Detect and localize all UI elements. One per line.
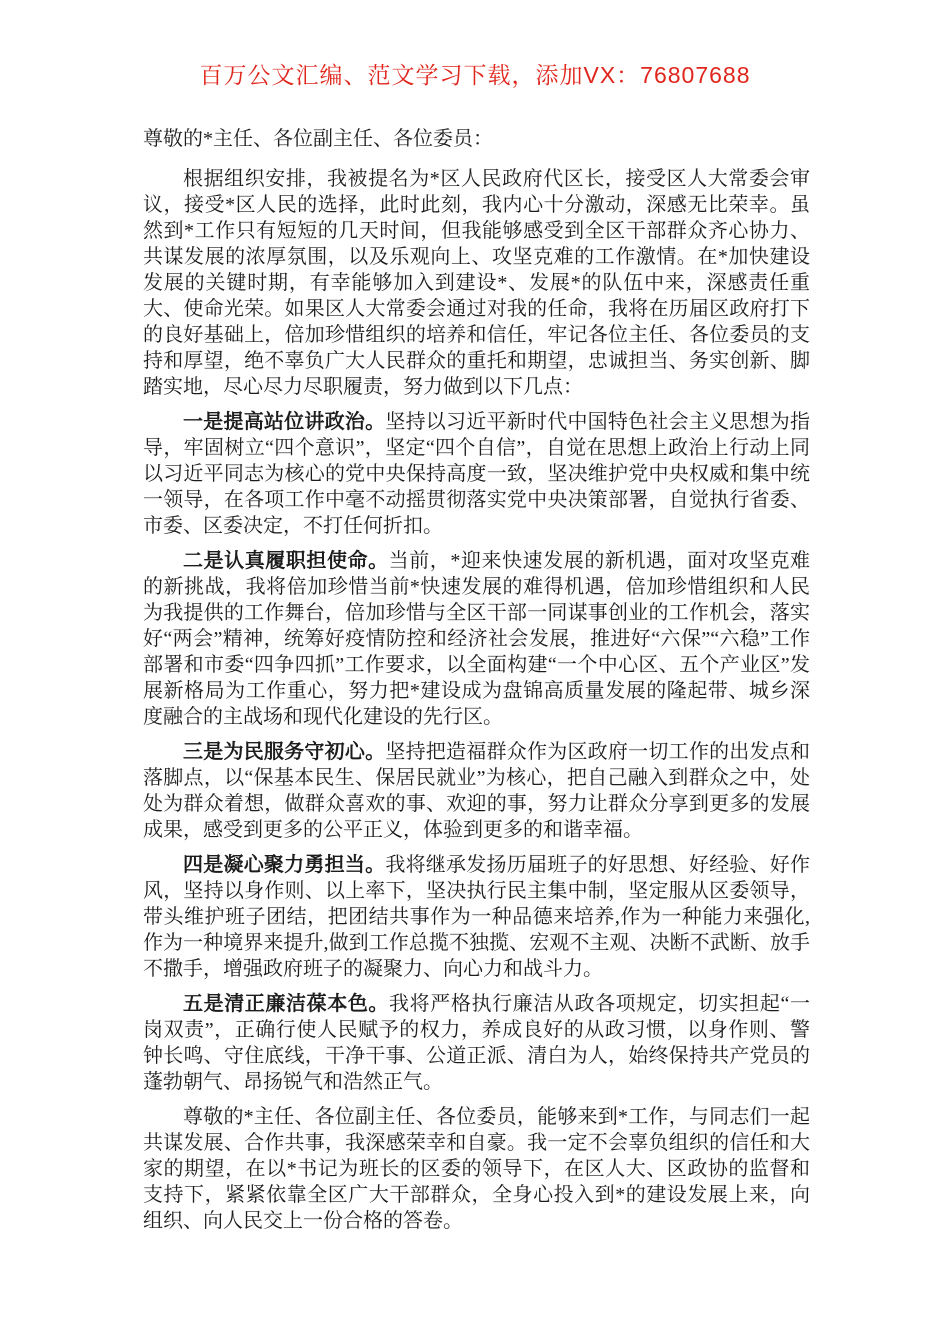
paragraph-lead: 三是为民服务守初心。	[183, 741, 386, 763]
paragraph-lead: 一是提高站位讲政治。	[183, 411, 386, 433]
paragraph-list	[143, 166, 810, 1234]
paragraph	[143, 548, 810, 730]
watermark-ad-header: 百万公文汇编、范文学习下载，添加VX：76807688	[199, 62, 751, 88]
paragraph-text: 我将严格执行廉洁从政各项规定，切实担起“一岗双责”，正确行使人民赋予的权力，养成良好的从政习惯，以身作则、警钟长鸣、守住底线，干净干事、公道正派、清白为人，始终保持共产党员的蓬勃朝气、昂扬锐气和浩然正气。	[143, 993, 810, 1093]
paragraph-text: 尊敬的*主任、各位副主任、各位委员，能够来到*工作，与同志们一起共谋发展、合作共事，我深感荣幸和自豪。我一定不会辜负组织的信任和大家的期望，在以*书记为班长的区委的领导下，在区人大、区政协的监督和支持下，紧紧依靠全区广大干部群众，全身心投入到*的建设发展上来，向组织、向人民交上一份合格的答卷。	[143, 1106, 810, 1232]
paragraph-text: 根据组织安排，我被提名为*区人民政府代区长，接受区人大常委会审议，接受*区人民的选择，此时此刻，我内心十分激动，深感无比荣幸。虽然到*工作只有短短的几天时间，但我能够感受到全区干部群众齐心协力、共谋发展的浓厚氛围，以及乐观向上、攻坚克难的工作激情。在*加快建设发展的关键时期，有幸能够加入到建设*、发展*的队伍中来，深感责任重大、使命光荣。如果区人大常委会通过对我的任命，我将在历届区政府打下的良好基础上，倍加珍惜组织的培养和信任，牢记各位主任、各位委员的支持和厚望，绝不辜负广大人民群众的重托和期望，忠诚担当、务实创新、脚踏实地，尽心尽力尽职履责，努力做到以下几点：	[143, 168, 810, 398]
paragraph	[143, 1104, 810, 1234]
paragraph-text: 当前，*迎来快速发展的新机遇，面对攻坚克难的新挑战，我将倍加珍惜当前*快速发展的难得机遇，倍加珍惜组织和人民为我提供的工作舞台，倍加珍惜与全区干部一同谋事创业的工作机会，落实好“两会”精神，统筹好疫情防控和经济社会发展，推进好“六保”“六稳”工作部署和市委“四争四抓”工作要求，以全面构建“一个中心区、五个产业区”发展新格局为工作重心，努力把*建设成为盘锦高质量发展的隆起带、城乡深度融合的主战场和现代化建设的先行区。	[143, 550, 811, 728]
document-content	[143, 126, 810, 1243]
paragraph-lead: 五是清正廉洁葆本色。	[183, 993, 390, 1015]
paragraph-text: 坚持以习近平新时代中国特色社会主义思想为指导，牢固树立“四个意识”，坚定“四个自信”，自觉在思想上政治上行动上同以习近平同志为核心的党中央保持高度一致，坚决维护党中央权威和集中统一领导，在各项工作中毫不动摇贯彻落实党中央决策部署，自觉执行省委、市委、区委决定，不打任何折扣。	[143, 411, 811, 537]
paragraph-lead: 四是凝心聚力勇担当。	[183, 854, 386, 876]
paragraph-text: 坚持把造福群众作为区政府一切工作的出发点和落脚点，以“保基本民生、保居民就业”为核心，把自己融入到群众之中，处处为群众着想，做群众喜欢的事、欢迎的事，努力让群众分享到更多的发展成果，感受到更多的公平正义，体验到更多的和谐幸福。	[143, 741, 811, 841]
paragraph	[143, 852, 810, 982]
paragraph	[143, 991, 810, 1095]
paragraph	[143, 166, 810, 400]
salutation-line: 尊敬的*主任、各位副主任、各位委员：	[143, 128, 493, 150]
paragraph	[143, 409, 810, 539]
paragraph-text: 我将继承发扬历届班子的好思想、好经验、好作风，坚持以身作则、以上率下，坚决执行民主集中制，坚定服从区委领导，带头维护班子团结，把团结共事作为一种品德来培养,作为一种能力来强化,作为一种境界来提升,做到工作总揽不独揽、宏观不主观、决断不武断、放手不撒手，增强政府班子的凝聚力、向心力和战斗力。	[143, 854, 811, 980]
paragraph	[143, 739, 810, 843]
paragraph-lead: 二是认真履职担使命。	[183, 550, 389, 572]
